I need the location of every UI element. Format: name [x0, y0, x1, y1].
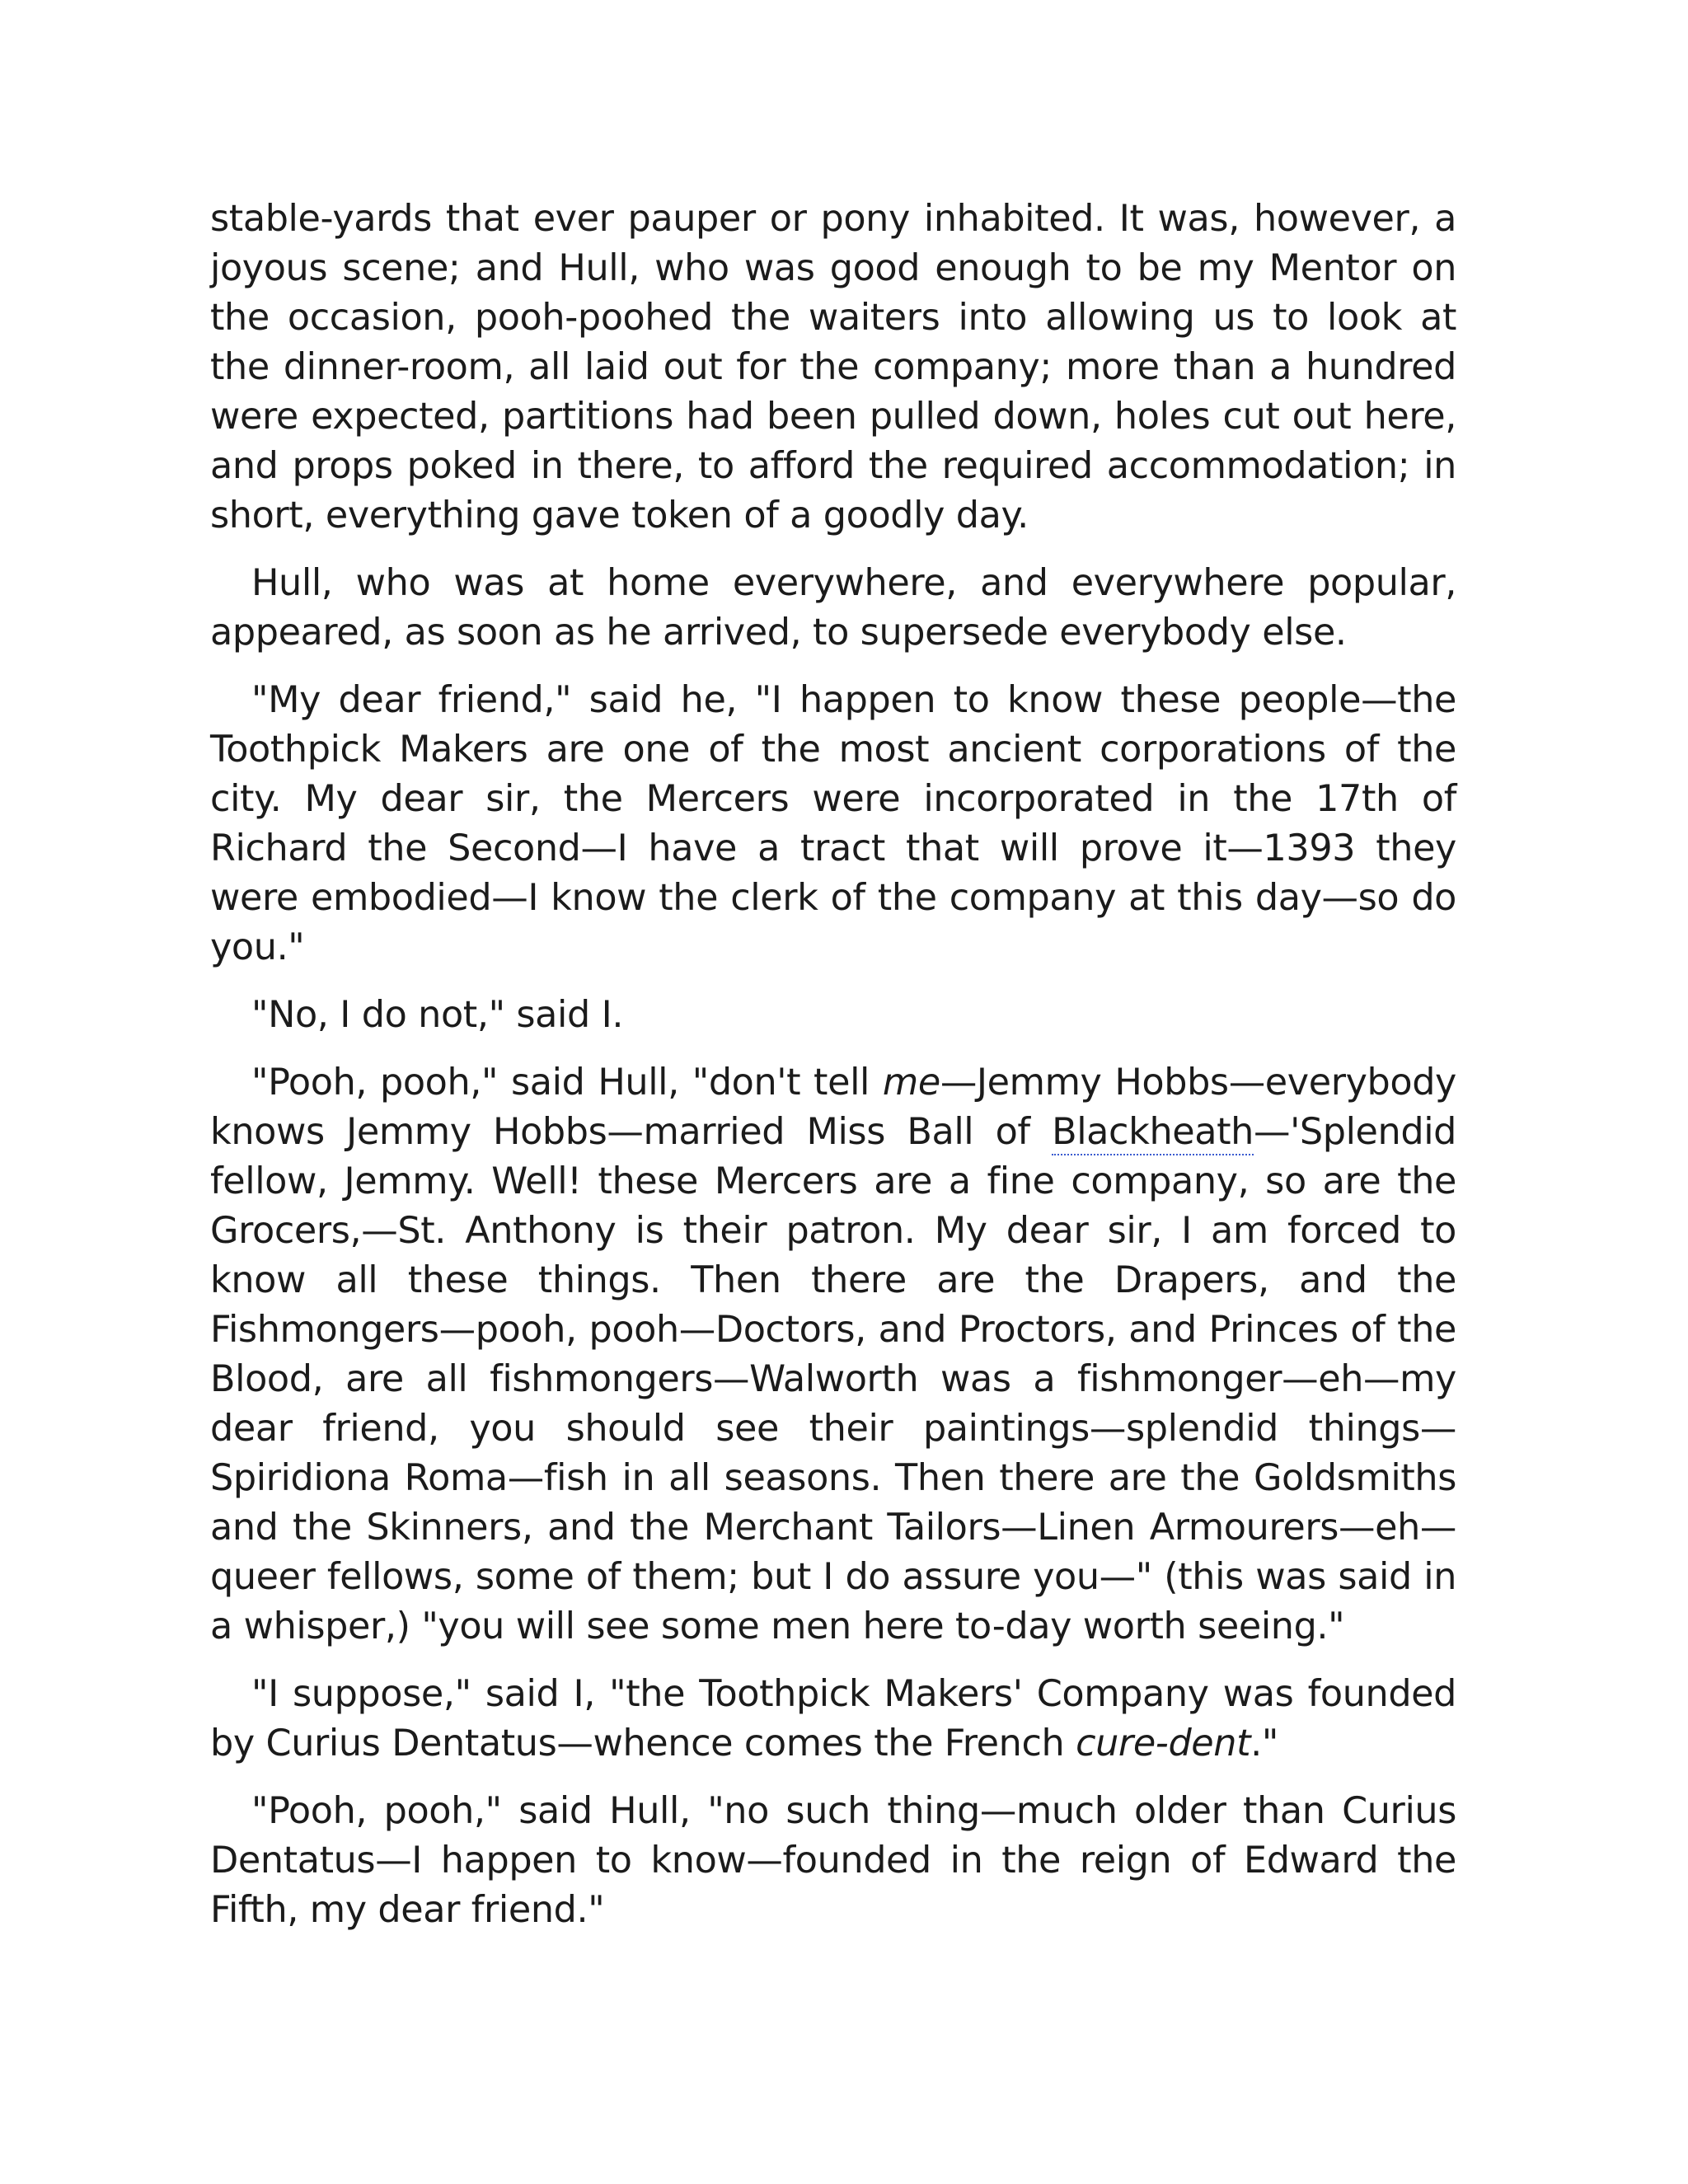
- paragraph-6-text-a: "I suppose," said I, "the Toothpick Makers' Company was founded by Curius Dentatus—whence comes the French: [210, 1673, 1456, 1765]
- paragraph-6-emphasis: cure-dent: [1076, 1722, 1251, 1765]
- paragraph-5-emphasis: me: [882, 1062, 940, 1104]
- paragraph-7: "Pooh, pooh," said Hull, "no such thing—much older than Curius Dentatus—I happen to know—founded in the reign of Edward the Fifth, my dear friend.": [210, 1790, 1456, 1931]
- paragraph-1: stable-yards that ever pauper or pony inhabited. It was, however, a joyous scene; and Hull, who was good enough to be my Mentor on the occasion, pooh-poohed the waiters into allowing us to look at the dinner-room, all laid out for the company; more than a hundred were expected, partitions had been pulled down, holes cut out here, and props poked in there, to afford the required accommodation; in short, everything gave token of a goodly day.: [210, 198, 1456, 537]
- paragraph-5-text-b: —Jemmy Hobbs—everybody knows Jemmy Hobbs—married Miss Ball of: [210, 1062, 1456, 1153]
- paragraph-5: [210, 1058, 1456, 1652]
- paragraph-6: [210, 1670, 1456, 1769]
- paragraph-3: "My dear friend," said he, "I happen to know these people—the Toothpick Makers are one of the most ancient corporations of the city. My dear sir, the Mercers were incorporated in the 17th of Richard the Second—I have a tract that will prove it—1393 they were embodied—I know the clerk of the company at this day—so do you.": [210, 679, 1456, 968]
- blackheath-link[interactable]: Blackheath: [1052, 1111, 1254, 1155]
- paragraph-4: "No, I do not," said I.: [251, 994, 624, 1036]
- paragraph-5-text-a: "Pooh, pooh," said Hull, "don't tell: [251, 1062, 883, 1104]
- paragraph-5-text-c: —'Splendid fellow, Jemmy. Well! these Mercers are a fine company, so are the Grocers,—St. Anthony is their patron. My dear sir, I am forced to know all these things. Then there are the Drapers, and the Fishmongers—pooh, pooh—Doctors, and Proctors, and Princes of the Blood, are all fishmongers—Walworth was a fishmonger—eh—my dear friend, you should see their paintings—splendid things—Spiridiona Roma—fish in all seasons. Then there are the Goldsmiths and the Skinners, and the Merchant Tailors—Linen Armourers—eh—queer fellows, some of them; but I do assure you—" (this was said in a whisper,) "you will see some men here to-day worth seeing.": [210, 1111, 1456, 1647]
- page-body: [210, 194, 1456, 1953]
- paragraph-2: Hull, who was at home everywhere, and everywhere popular, appeared, as soon as he arrived, to supersede everybody else.: [210, 562, 1456, 654]
- paragraph-6-text-b: .": [1250, 1722, 1278, 1765]
